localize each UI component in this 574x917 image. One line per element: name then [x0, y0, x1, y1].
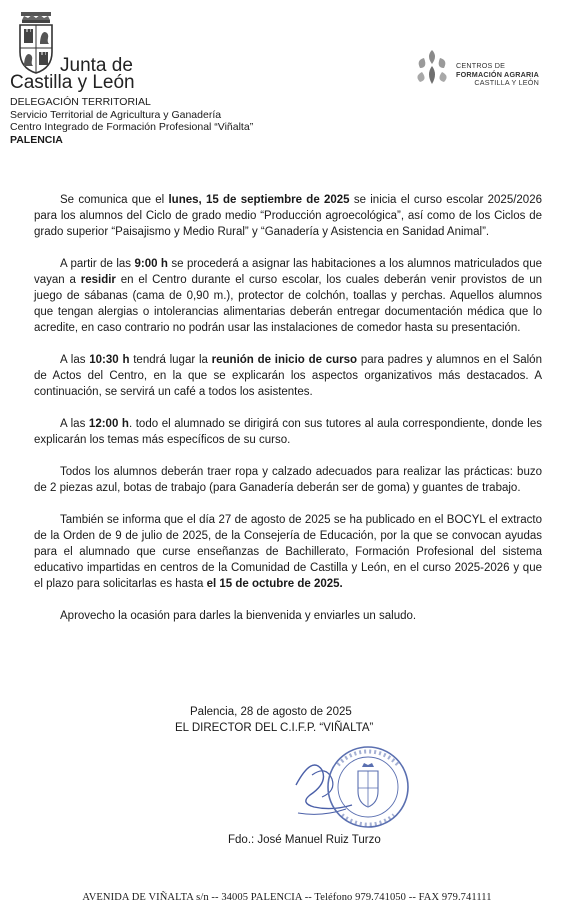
footer-address: AVENIDA DE VIÑALTA s/n -- 34005 PALENCIA -- Teléfono 979.741050 -- FAX 979.741111 — [82, 892, 492, 903]
org-line-centro: Centro Integrado de Formación Profesional “Viñalta” — [10, 121, 254, 133]
text: en el Centro durante el curso escolar, los cuales deberán venir provistos de un juego de sábanas (cama de 0,90 m.), protector de colchón, toallas y perchas. Aquellos alumnos que tengan alergias o intolerancias alimentarias deberán entregar documentación médica que lo acredite, en caso contrario no podrán usar las instalaciones de comedor hasta su presentación. — [34, 274, 542, 334]
cfa-line-1: CENTROS DE — [456, 61, 506, 70]
paragraph-start-date — [34, 192, 542, 240]
bold-meeting: reunión de inicio de curso — [211, 354, 358, 366]
bold-time: 10:30 h — [89, 354, 130, 366]
cfa-text-block — [456, 62, 539, 88]
org-line-servicio: Servicio Territorial de Agricultura y Ganadería — [10, 108, 222, 121]
signature-place-date: Palencia, 28 de agosto de 2025 — [190, 706, 352, 718]
text: A las — [60, 354, 90, 366]
text: para padres y alumnos en el Salón de Actos del Centro, en la que se explicarán los aspectos organizativos más destacados. A continuación, se servirá un café a todos los asistentes. — [34, 354, 542, 398]
text: A partir de las — [60, 258, 135, 270]
signature-name: Fdo.: José Manuel Ruiz Turzo — [228, 834, 381, 846]
bold-word: residir — [80, 274, 116, 286]
official-stamp-icon — [292, 735, 412, 847]
text: . todo el alumnado se dirigirá con sus tutores al aula correspondiente, donde les explicarán los temas más específicos de su curso. — [34, 418, 542, 446]
paragraph-meeting — [34, 352, 542, 400]
text: se procederá a asignar las habitaciones a los alumnos matriculados que vayan a — [34, 258, 542, 286]
junta-title-line2: Castilla y León — [10, 72, 135, 93]
org-line-city: PALENCIA — [10, 133, 63, 146]
paragraph-grants — [34, 512, 542, 592]
text: se inicia el curso escolar 2025/2026 para los alumnos del Ciclo de grado medio “Producción agroecológica”, así como de los Ciclos de grado superior “Paisajismo y Medio Rural” y “Ganadería y Asistencia en Sanidad Animal”. — [34, 194, 542, 238]
text: También se informa que el día 27 de agosto de 2025 se ha publicado en el BOCYL el extracto de la Orden de 9 de julio de 2025, de la Consejería de Educación, por la que se convocan ayudas para el alumnado que curse enseñanzas de Bachillerato, Formación Profesional del sistema educativo impartidas en centros de la Comunidad de Castilla y León, en el curso 2025-2026 y que el plazo para solicitarlas es hasta — [34, 514, 542, 590]
bold-time: 9:00 h — [134, 258, 168, 270]
paragraph-residence — [34, 256, 542, 336]
text: tendrá lugar la — [129, 354, 212, 366]
bold-deadline: el 15 de octubre de 2025. — [206, 578, 343, 590]
letter-body — [34, 192, 542, 624]
junta-title-line1: Junta de — [60, 55, 133, 76]
cfa-line-2: FORMACIÓN AGRARIA — [456, 69, 539, 79]
paragraph-clothing — [34, 464, 542, 496]
wheat-leaves-icon — [412, 48, 452, 88]
castilla-leon-crest-icon — [16, 12, 56, 74]
text: Se comunica que el — [60, 194, 169, 206]
paragraph-classrooms — [34, 416, 542, 448]
text: Todos los alumnos deberán traer ropa y calzado adecuados para realizar las prácticas: buzo de 2 piezas azul, botas de trabajo (para Ganadería deberán ser de goma) y guantes de trabajo. — [34, 466, 542, 494]
paragraph-welcome — [34, 608, 542, 624]
org-line-delegacion: DELEGACIÓN TERRITORIAL — [10, 96, 151, 108]
bold-time: 12:00 h — [88, 418, 129, 430]
text: Aprovecho la ocasión para darles la bienvenida y enviarles un saludo. — [60, 610, 417, 622]
cfa-line-3: CASTILLA Y LEÓN — [474, 78, 539, 88]
signature-role: EL DIRECTOR DEL C.I.F.P. “VIÑALTA” — [175, 722, 374, 734]
bold-date: lunes, 15 de septiembre de 2025 — [168, 194, 350, 206]
organization-lines — [10, 96, 253, 146]
text: A las — [60, 418, 89, 430]
